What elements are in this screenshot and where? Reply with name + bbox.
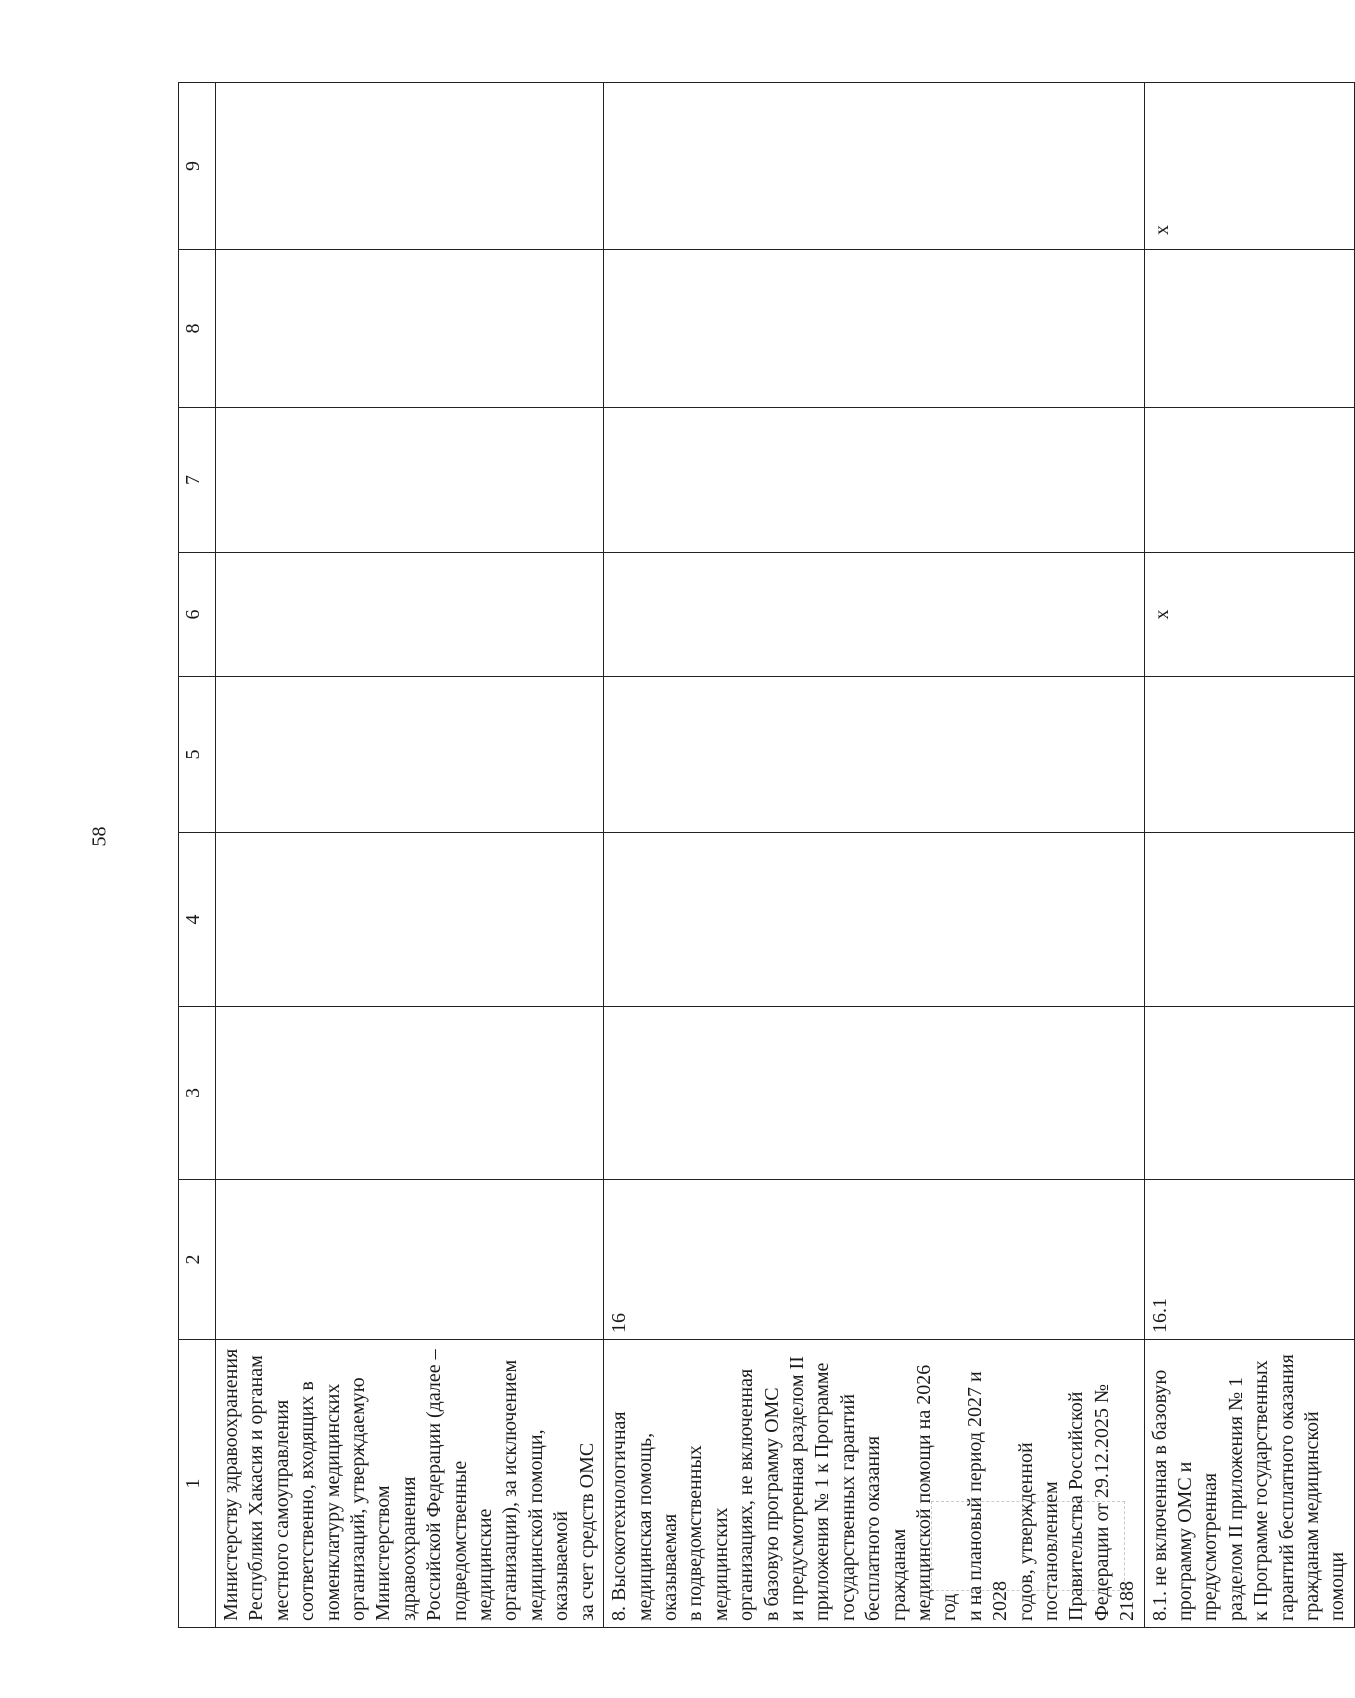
header-col-7: 7 xyxy=(179,408,216,553)
table-row xyxy=(604,83,1145,1628)
data-table xyxy=(178,82,1355,1628)
row-3-col-1: 8.1. не включенная в базовую программу ОМС и предусмотренная разделом II приложения № 1 к Программе государственных гарантий бесплатного оказания гражданам медицинской помощи xyxy=(1144,1340,1354,1628)
header-col-8: 8 xyxy=(179,250,216,408)
row-2-col-8 xyxy=(604,250,1145,408)
header-col-9: 9 xyxy=(179,83,216,250)
row-1-col-2 xyxy=(216,1180,604,1340)
row-1-col-7 xyxy=(216,408,604,553)
row-3-col-9: х xyxy=(1144,83,1354,250)
row-2-col-3 xyxy=(604,1007,1145,1180)
row-3-col-5 xyxy=(1144,677,1354,833)
row-3-col-2: 16.1 xyxy=(1144,1180,1354,1340)
table-row xyxy=(216,83,604,1628)
header-col-4: 4 xyxy=(179,833,216,1007)
row-2-col-4 xyxy=(604,833,1145,1007)
row-2-col-7 xyxy=(604,408,1145,553)
registry-stamp xyxy=(931,1501,1125,1591)
row-3-col-7 xyxy=(1144,408,1354,553)
row-3-col-3 xyxy=(1144,1007,1354,1180)
page-number: 58 xyxy=(88,826,111,847)
row-1-col-3 xyxy=(216,1007,604,1180)
row-1-col-9 xyxy=(216,83,604,250)
header-col-1: 1 xyxy=(179,1340,216,1628)
row-2-col-2: 16 xyxy=(604,1180,1145,1340)
row-3-col-8 xyxy=(1144,250,1354,408)
row-1-col-5 xyxy=(216,677,604,833)
row-3-col-6: х xyxy=(1144,553,1354,677)
row-1-col-1: Министерству здравоохранения Республики Хакасия и органам местного самоуправления соответственно, входящих в номенклатуру медицинских организаций, утверждаемую Министерством здравоохранения Российской Федерации (далее – подведомственные медицинские организации), за исключением медицинской помощи, оказываемой за счет средств ОМС xyxy=(216,1340,604,1628)
row-1-col-4 xyxy=(216,833,604,1007)
header-col-3: 3 xyxy=(179,1007,216,1180)
row-2-col-9 xyxy=(604,83,1145,250)
rotated-table-container xyxy=(178,83,1349,1628)
row-2-col-1: 8. Высокотехнологичная медицинская помощь, оказываемая в подведомственных медицинских организациях, не включенная в базовую программу ОМС и предусмотренная разделом II приложения № 1 к Программе государственных гарантий бесплатного оказания гражданам медицинской помощи на 2026 год и на плановый период 2027 и 2028 годов, утвержденной постановлением Правительства Российской Федерации от 29.12.2025 № 2188 xyxy=(604,1340,1145,1628)
row-2-col-6 xyxy=(604,553,1145,677)
row-2-col-5 xyxy=(604,677,1145,833)
table-row xyxy=(1144,83,1354,1628)
row-1-col-8 xyxy=(216,250,604,408)
header-col-5: 5 xyxy=(179,677,216,833)
row-3-col-4 xyxy=(1144,833,1354,1007)
table-header-row xyxy=(179,83,216,1628)
row-1-col-6 xyxy=(216,553,604,677)
header-col-2: 2 xyxy=(179,1180,216,1340)
header-col-6: 6 xyxy=(179,553,216,677)
